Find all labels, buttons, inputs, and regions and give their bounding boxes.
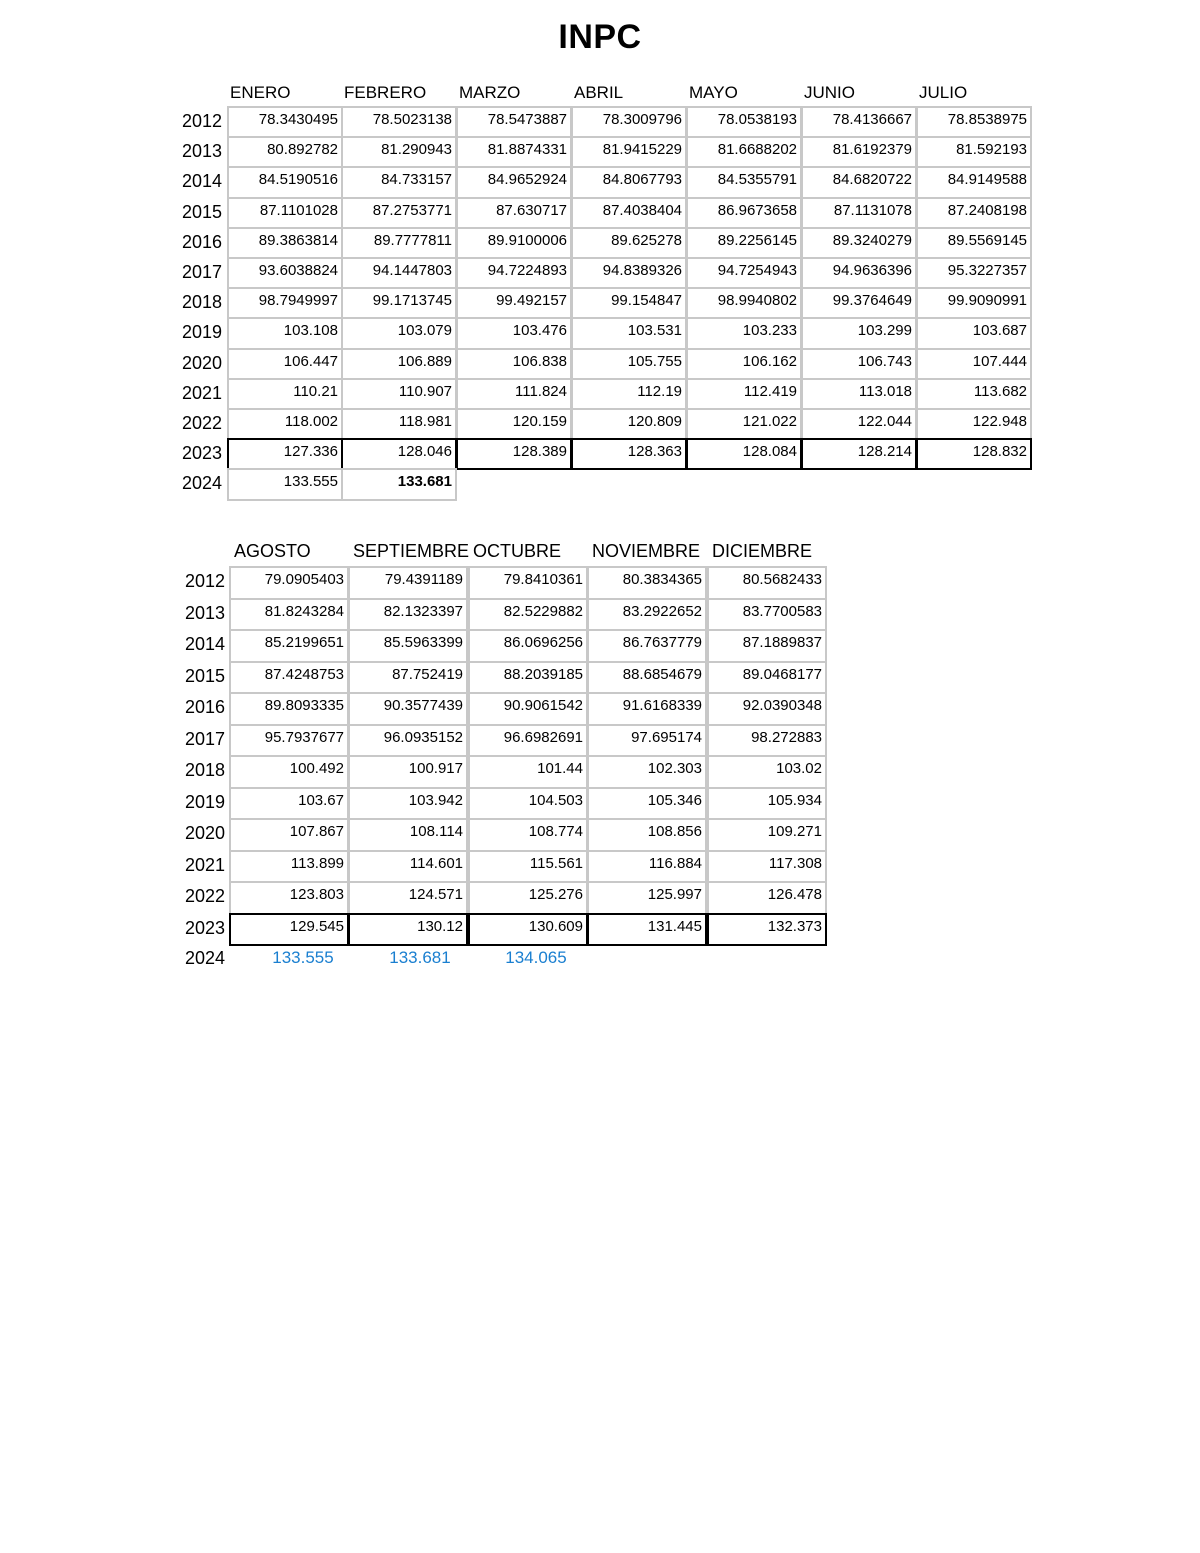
table-cell: 118.002 (227, 408, 343, 440)
table-cell: 84.9149588 (916, 166, 1032, 198)
table-cell: 117.308 (707, 850, 827, 884)
month-header: MARZO (459, 83, 521, 102)
table-cell: 98.9940802 (686, 287, 802, 319)
table-cell: 100.492 (229, 755, 349, 789)
table-cell: 130.12 (348, 913, 468, 947)
year-label: 2023 (182, 443, 223, 464)
table-cell: 128.389 (456, 438, 572, 470)
table-cell: 99.9090991 (916, 287, 1032, 319)
month-header: FEBRERO (344, 83, 427, 102)
table-cell: 99.1713745 (341, 287, 457, 319)
table-cell: 120.809 (571, 408, 687, 440)
table-cell: 87.1131078 (801, 197, 917, 229)
table-cell: 114.601 (348, 850, 468, 884)
table-cell: 78.5473887 (456, 106, 572, 138)
table-cell: 83.2922652 (587, 598, 707, 632)
table-cell: 126.478 (707, 881, 827, 915)
year-label: 2021 (185, 854, 226, 875)
table-cell: 96.0935152 (348, 724, 468, 758)
table-cell: 81.6688202 (686, 136, 802, 168)
table-cell: 110.21 (227, 378, 343, 410)
year-label: 2020 (185, 823, 226, 843)
table-cell: 82.5229882 (468, 598, 588, 632)
year-label: 2024 (182, 473, 223, 494)
table-cell: 106.447 (227, 348, 343, 380)
table-cell: 84.733157 (341, 166, 457, 198)
year-label: 2015 (185, 665, 226, 686)
year-label: 2017 (185, 728, 226, 749)
year-label: 2022 (185, 886, 226, 906)
table-cell: 90.3577439 (348, 692, 468, 726)
table-cell: 81.592193 (916, 136, 1032, 168)
table-cell: 128.363 (571, 438, 687, 470)
table-cell: 107.867 (229, 818, 349, 852)
table-cell: 84.5355791 (686, 166, 802, 198)
month-header: ENERO (230, 83, 291, 102)
table-cell: 81.8874331 (456, 136, 572, 168)
table-cell: 106.889 (341, 348, 457, 380)
table-cell: 103.079 (341, 317, 457, 349)
table-cell: 104.503 (468, 787, 588, 821)
month-header: ABRIL (574, 83, 624, 102)
year-label: 2013 (185, 602, 226, 623)
year-label: 2017 (182, 262, 223, 282)
table-cell: 86.9673658 (686, 197, 802, 229)
table-cell: 89.0468177 (707, 661, 827, 695)
table-cell: 128.084 (686, 438, 802, 470)
table-cell: 87.2753771 (341, 197, 457, 229)
year-label: 2023 (185, 917, 226, 938)
table-cell: 108.856 (587, 818, 707, 852)
table-cell: 101.44 (468, 755, 588, 789)
table-cell: 103.299 (801, 317, 917, 349)
table-cell: 84.6820722 (801, 166, 917, 198)
table-cell: 103.942 (348, 787, 468, 821)
table-cell: 123.803 (229, 881, 349, 915)
table-cell: 124.571 (348, 881, 468, 915)
highlight-value: 134.065 (505, 948, 567, 967)
table-cell: 103.67 (229, 787, 349, 821)
table-cell: 94.7254943 (686, 257, 802, 289)
table-cell: 89.8093335 (229, 692, 349, 726)
table-cell: 86.7637779 (587, 629, 707, 663)
table-cell: 128.046 (341, 438, 457, 470)
year-label: 2021 (182, 382, 223, 403)
table-cell: 105.346 (587, 787, 707, 821)
highlight-value: 133.555 (272, 948, 334, 967)
table-cell: 102.303 (587, 755, 707, 789)
table-cell: 108.774 (468, 818, 588, 852)
table-cell: 92.0390348 (707, 692, 827, 726)
year-label: 2015 (182, 201, 223, 222)
table-cell: 91.6168339 (587, 692, 707, 726)
table-cell: 111.824 (456, 378, 572, 410)
table-cell: 81.290943 (341, 136, 457, 168)
table-cell: 80.892782 (227, 136, 343, 168)
table-cell: 87.2408198 (916, 197, 1032, 229)
table-cell: 93.6038824 (227, 257, 343, 289)
table-cell: 84.5190516 (227, 166, 343, 198)
table-cell: 98.7949997 (227, 287, 343, 319)
table-cell: 105.755 (571, 348, 687, 380)
month-header: JUNIO (804, 83, 855, 102)
table-cell: 87.1101028 (227, 197, 343, 229)
month-header: OCTUBRE (473, 541, 562, 561)
table-cell: 103.476 (456, 317, 572, 349)
month-header: AGOSTO (234, 541, 311, 561)
table-cell: 97.695174 (587, 724, 707, 758)
table-cell: 125.276 (468, 881, 588, 915)
table-cell: 90.9061542 (468, 692, 588, 726)
table-cell: 122.948 (916, 408, 1032, 440)
table-cell: 89.9100006 (456, 227, 572, 259)
year-label: 2020 (182, 352, 223, 373)
year-label: 2018 (182, 292, 223, 313)
table-cell: 132.373 (707, 913, 827, 947)
table-cell: 79.4391189 (348, 566, 468, 600)
table-cell: 78.5023138 (341, 106, 457, 138)
highlight-value: 133.681 (389, 948, 451, 967)
table-cell: 115.561 (468, 850, 588, 884)
table-cell: 100.917 (348, 755, 468, 789)
table-cell: 113.018 (801, 378, 917, 410)
table-cell: 84.8067793 (571, 166, 687, 198)
table-cell: 78.0538193 (686, 106, 802, 138)
table-cell: 129.545 (229, 913, 349, 947)
table-cell: 89.7777811 (341, 227, 457, 259)
table-cell: 103.108 (227, 317, 343, 349)
table-cell: 79.0905403 (229, 566, 349, 600)
table-cell: 103.531 (571, 317, 687, 349)
year-label: 2016 (185, 697, 226, 717)
year-label: 2014 (182, 171, 223, 192)
table-cell: 103.233 (686, 317, 802, 349)
table-cell: 103.687 (916, 317, 1032, 349)
page-title: INPC (558, 18, 642, 56)
table-cell: 118.981 (341, 408, 457, 440)
table-cell: 89.625278 (571, 227, 687, 259)
table-cell: 99.492157 (456, 287, 572, 319)
table-cell: 113.899 (229, 850, 349, 884)
table-cell: 78.3009796 (571, 106, 687, 138)
table-cell: 85.5963399 (348, 629, 468, 663)
table-cell: 106.838 (456, 348, 572, 380)
table-cell: 80.5682433 (707, 566, 827, 600)
table-cell: 79.8410361 (468, 566, 588, 600)
month-header: NOVIEMBRE (592, 541, 701, 561)
table-cell: 81.8243284 (229, 598, 349, 632)
table-cell: 81.9415229 (571, 136, 687, 168)
table-cell: 86.0696256 (468, 629, 588, 663)
table-cell: 95.7937677 (229, 724, 349, 758)
table-cell: 95.3227357 (916, 257, 1032, 289)
month-header: MAYO (689, 83, 738, 102)
year-label: 2012 (185, 571, 226, 591)
table-cell: 127.336 (227, 438, 343, 470)
table-cell: 89.5569145 (916, 227, 1032, 259)
table-cell: 94.1447803 (341, 257, 457, 289)
table-cell: 131.445 (587, 913, 707, 947)
table-cell: 103.02 (707, 755, 827, 789)
table-cell: 89.2256145 (686, 227, 802, 259)
table-cell: 83.7700583 (707, 598, 827, 632)
table-cell: 78.8538975 (916, 106, 1032, 138)
year-label: 2019 (185, 791, 226, 812)
table-cell: 87.4038404 (571, 197, 687, 229)
table-cell: 116.884 (587, 850, 707, 884)
year-label: 2016 (182, 231, 223, 252)
table-cell: 94.7224893 (456, 257, 572, 289)
table-cell: 84.9652924 (456, 166, 572, 198)
table-cell: 81.6192379 (801, 136, 917, 168)
table-cell: 105.934 (707, 787, 827, 821)
table-cell: 99.3764649 (801, 287, 917, 319)
table-cell: 87.4248753 (229, 661, 349, 695)
table-cell: 87.752419 (348, 661, 468, 695)
year-label: 2014 (185, 634, 226, 654)
table-cell: 87.1889837 (707, 629, 827, 663)
table-cell: 121.022 (686, 408, 802, 440)
table-cell: 112.419 (686, 378, 802, 410)
year-label: 2019 (182, 322, 223, 343)
table-cell: 106.743 (801, 348, 917, 380)
table-cell: 94.9636396 (801, 257, 917, 289)
table-cell: 133.555 (227, 468, 343, 500)
table-cell: 78.4136667 (801, 106, 917, 138)
year-label: 2013 (182, 141, 223, 162)
table-cell: 108.114 (348, 818, 468, 852)
month-header: JULIO (919, 83, 968, 102)
table-cell: 94.8389326 (571, 257, 687, 289)
year-label: 2018 (185, 760, 226, 780)
month-header: SEPTIEMBRE (353, 541, 470, 561)
table-cell: 88.6854679 (587, 661, 707, 695)
table-cell: 109.271 (707, 818, 827, 852)
table-cell: 96.6982691 (468, 724, 588, 758)
table-cell: 106.162 (686, 348, 802, 380)
table-cell: 88.2039185 (468, 661, 588, 695)
year-label: 2024 (185, 948, 226, 968)
table-cell: 122.044 (801, 408, 917, 440)
table-cell: 107.444 (916, 348, 1032, 380)
table-cell: 128.214 (801, 438, 917, 470)
table-cell: 85.2199651 (229, 629, 349, 663)
table-cell: 82.1323397 (348, 598, 468, 632)
table-cell: 113.682 (916, 378, 1032, 410)
table-cell: 120.159 (456, 408, 572, 440)
year-label: 2012 (182, 111, 223, 131)
table-cell: 87.630717 (456, 197, 572, 229)
table-cell: 98.272883 (707, 724, 827, 758)
month-header: DICIEMBRE (712, 541, 813, 561)
year-label: 2022 (182, 413, 223, 433)
table-cell: 128.832 (916, 438, 1032, 470)
table-cell: 89.3240279 (801, 227, 917, 259)
table-cell: 133.681 (341, 468, 457, 500)
table-cell: 112.19 (571, 378, 687, 410)
table-cell: 125.997 (587, 881, 707, 915)
table-cell: 80.3834365 (587, 566, 707, 600)
table-cell: 99.154847 (571, 287, 687, 319)
table-cell: 78.3430495 (227, 106, 343, 138)
table-cell: 89.3863814 (227, 227, 343, 259)
table-cell: 130.609 (468, 913, 588, 947)
table-cell: 110.907 (341, 378, 457, 410)
